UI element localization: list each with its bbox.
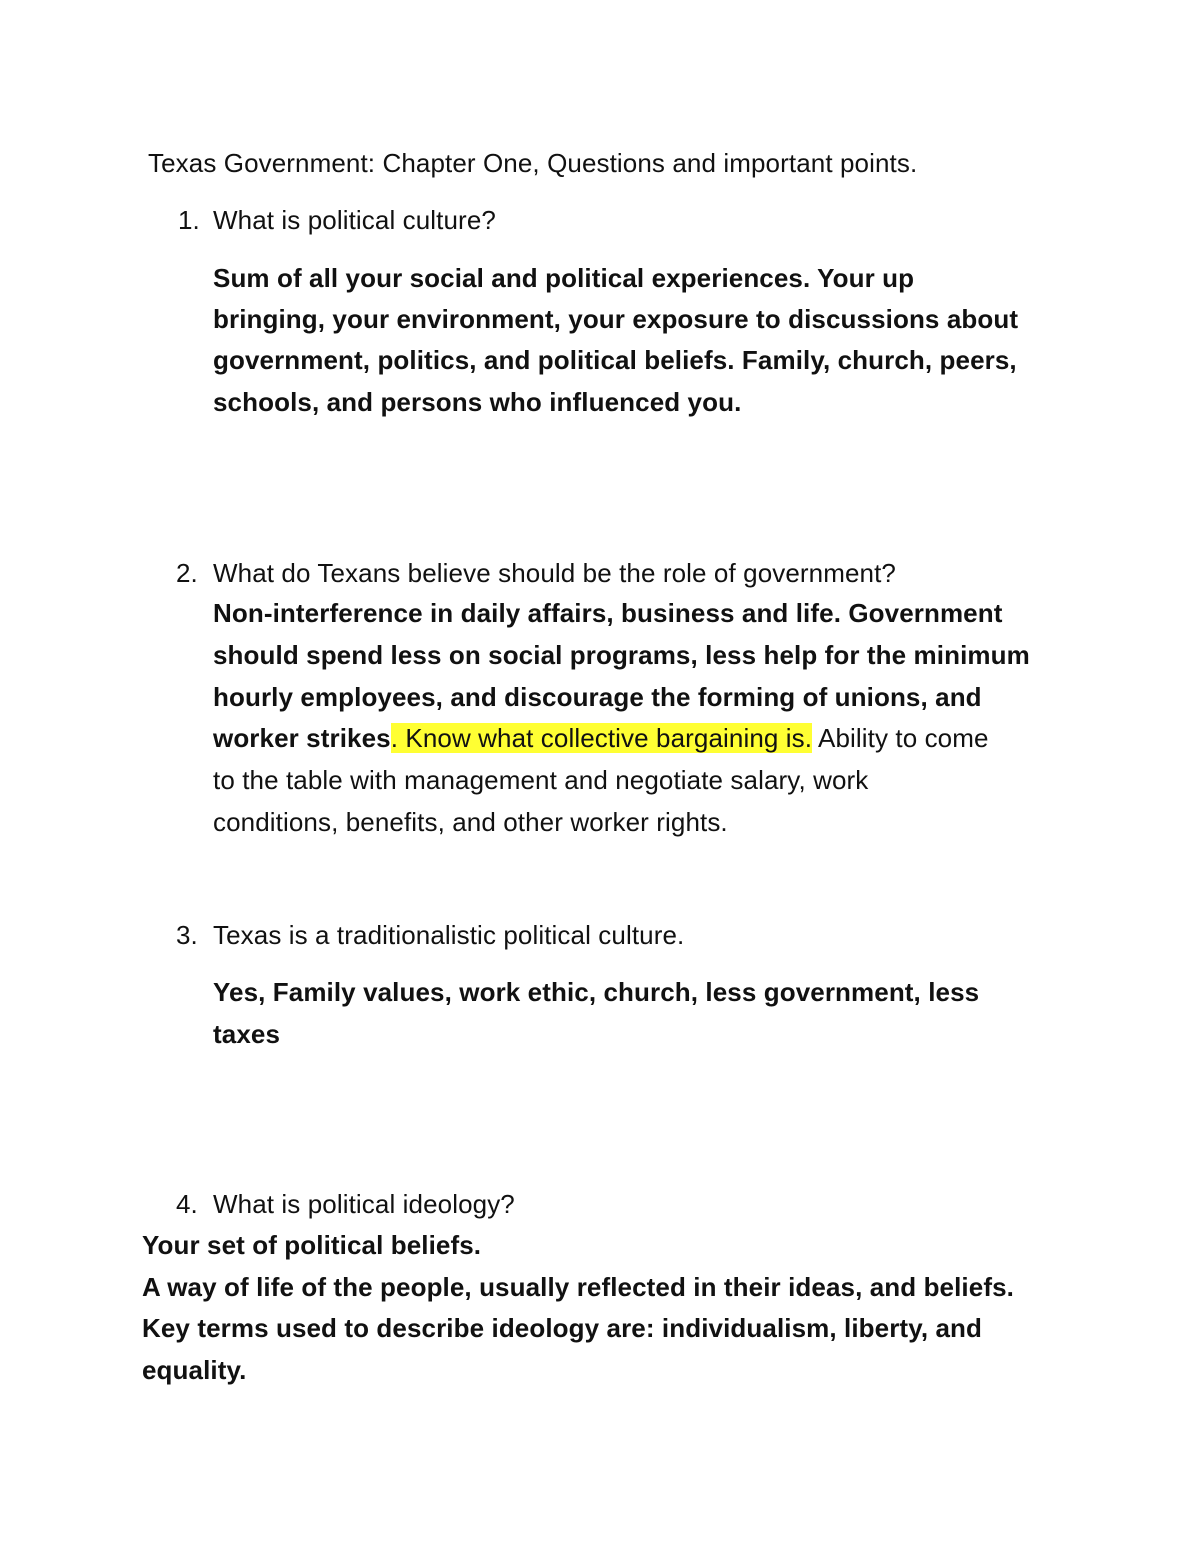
- answer-2-line-3: hourly employees, and discourage the forming of unions, and: [213, 682, 982, 712]
- answer-2-bold-fragment: worker strikes: [213, 723, 391, 753]
- item-number-3: 3.: [176, 920, 198, 950]
- answer-2-line-1: Non-interference in daily affairs, business and life. Government: [213, 598, 1003, 628]
- answer-1-line-4: schools, and persons who influenced you.: [213, 387, 742, 417]
- answer-4-line-2: A way of life of the people, usually reflected in their ideas, and beliefs.: [142, 1272, 1014, 1302]
- answer-1-line-2: bringing, your environment, your exposure to discussions about: [213, 304, 1019, 334]
- answer-4-line-1: Your set of political beliefs.: [142, 1230, 482, 1260]
- answer-2-mixed-line: [213, 722, 989, 754]
- item-number-1: 1.: [178, 205, 200, 235]
- answer-2-line-2: should spend less on social programs, less help for the minimum: [213, 640, 1030, 670]
- answer-2-line-5: to the table with management and negotiate salary, work: [213, 765, 869, 795]
- answer-1-line-3: government, politics, and political beliefs. Family, church, peers,: [213, 345, 1017, 375]
- question-4: What is political ideology?: [213, 1189, 515, 1219]
- question-2: What do Texans believe should be the role of government?: [213, 558, 896, 588]
- question-3: Texas is a traditionalistic political culture.: [213, 920, 685, 950]
- item-number-4: 4.: [176, 1189, 198, 1219]
- question-1: What is political culture?: [213, 205, 496, 235]
- answer-2-normal-fragment: Ability to come: [812, 723, 989, 753]
- answer-4-line-4: equality.: [142, 1355, 247, 1385]
- document-title: Texas Government: Chapter One, Questions and important points.: [148, 148, 918, 178]
- answer-2-line-6: conditions, benefits, and other worker rights.: [213, 807, 728, 837]
- answer-1-line-1: Sum of all your social and political experiences. Your up: [213, 263, 915, 293]
- highlighted-text: . Know what collective bargaining is.: [390, 723, 813, 753]
- answer-3-line-2: taxes: [213, 1019, 280, 1049]
- answer-3-line-1: Yes, Family values, work ethic, church, less government, less: [213, 977, 980, 1007]
- item-number-2: 2.: [176, 558, 198, 588]
- answer-4-line-3: Key terms used to describe ideology are: individualism, liberty, and: [142, 1313, 982, 1343]
